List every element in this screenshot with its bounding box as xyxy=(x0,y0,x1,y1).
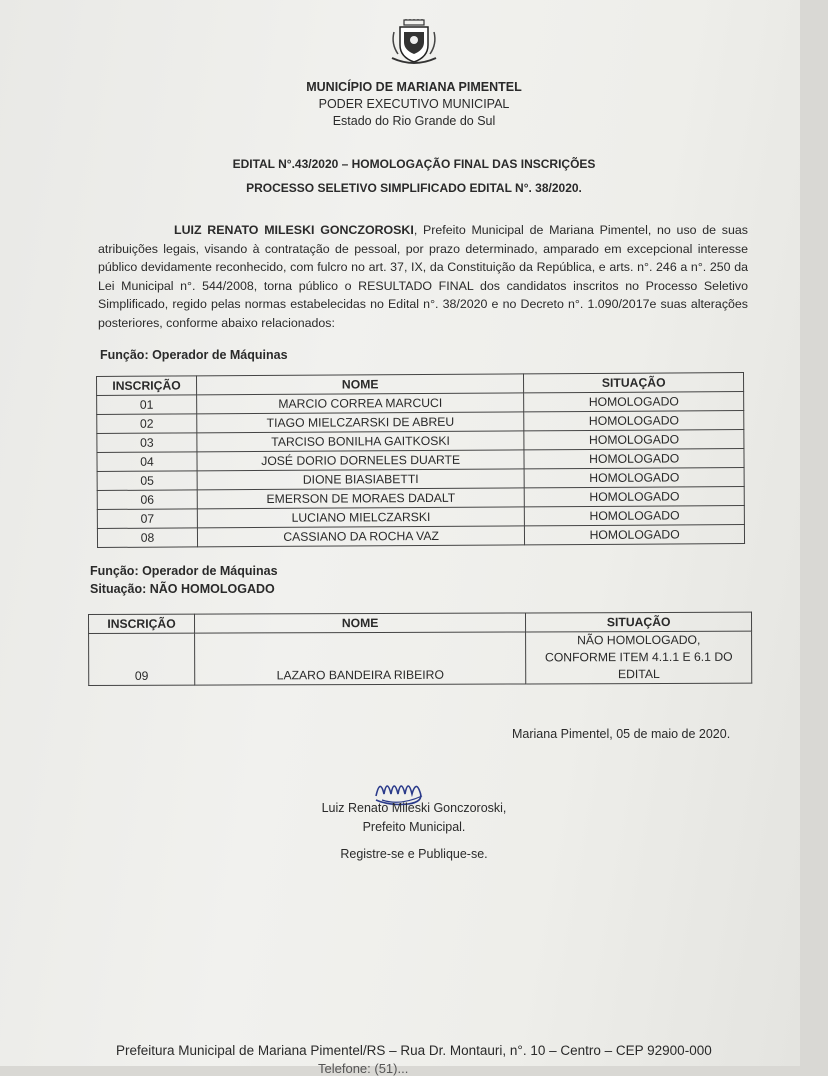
header-situacao: SITUAÇÃO xyxy=(526,612,752,632)
signer-role: Prefeito Municipal. xyxy=(362,820,466,834)
state-name: Estado do Rio Grande do Sul xyxy=(332,114,496,128)
situacao-line: NÃO HOMOLOGADO, xyxy=(577,632,701,648)
cell-situacao: HOMOLOGADO xyxy=(524,411,744,431)
situacao-line: CONFORME ITEM 4.1.1 E 6.1 DO xyxy=(544,649,733,665)
municipal-crest-icon xyxy=(390,18,438,66)
body-paragraph xyxy=(98,221,748,332)
edital-title: EDITAL N°.43/2020 – HOMOLOGAÇÃO FINAL DAS INSCRIÇÕES xyxy=(232,157,596,171)
body-text: , Prefeito Municipal de Mariana Pimentel, no uso de suas atribuições legais, visando à contratação de pessoal, por prazo determinado, amparado em excepcional interesse público devidamente reconhecido, com fulcro no art. 37, IX, da Constituição da República, e arts. n°. 246 a n°. 250 da Lei Municipal n°. 544/2008, torna público o RESULTADO FINAL dos candidatos inscritos no Processo Seletivo Simplificado, regido pelas normas estabelecidas no Edital n°. 38/2020 e no Decreto n°. 1.090/2017e suas alterações posteriores, conforme abaixo relacionados: xyxy=(98,223,748,330)
cell-nome: CASSIANO DA ROCHA VAZ xyxy=(197,526,524,547)
footer-phone: Telefone: (51)... xyxy=(318,1061,409,1076)
cell-nome: JOSÉ DORIO DORNELES DUARTE xyxy=(197,450,524,471)
cell-inscricao: 05 xyxy=(97,471,197,491)
situation-label: Situação: NÃO HOMOLOGADO xyxy=(90,582,275,596)
signer-name: Luiz Renato Mileski Gonczoroski, xyxy=(321,801,507,815)
executive-power: PODER EXECUTIVO MUNICIPAL xyxy=(318,97,510,111)
table-row xyxy=(97,525,744,548)
cell-situacao: HOMOLOGADO xyxy=(524,430,744,450)
cell-situacao: HOMOLOGADO xyxy=(524,449,744,469)
cell-inscricao: 07 xyxy=(97,509,197,529)
cell-situacao xyxy=(526,631,752,684)
mayor-name: LUIZ RENATO MILESKI GONCZOROSKI xyxy=(174,223,414,237)
cell-inscricao: 09 xyxy=(89,633,195,685)
function-label-2: Função: Operador de Máquinas xyxy=(90,564,278,578)
cell-inscricao: 08 xyxy=(97,528,197,548)
cell-situacao: HOMOLOGADO xyxy=(524,392,744,412)
cell-nome: EMERSON DE MORAES DADALT xyxy=(197,488,524,509)
document-date: Mariana Pimentel, 05 de maio de 2020. xyxy=(512,727,731,741)
function-label-1: Função: Operador de Máquinas xyxy=(100,348,288,362)
cell-situacao: HOMOLOGADO xyxy=(524,468,744,488)
table-header-row xyxy=(89,612,752,633)
cell-nome: LUCIANO MIELCZARSKI xyxy=(197,507,524,528)
footer-address: Prefeitura Municipal de Mariana Pimentel/RS – Rua Dr. Montauri, n°. 10 – Centro – CEP 92900-000 xyxy=(116,1043,712,1058)
cell-nome: LAZARO BANDEIRA RIBEIRO xyxy=(194,632,526,685)
cell-inscricao: 06 xyxy=(97,490,197,510)
situacao-line: EDITAL xyxy=(617,667,660,682)
not-approved-table xyxy=(88,612,752,686)
cell-situacao: HOMOLOGADO xyxy=(525,487,745,507)
cell-inscricao: 02 xyxy=(97,414,197,434)
header-inscricao: INSCRIÇÃO xyxy=(89,614,195,633)
cell-situacao: HOMOLOGADO xyxy=(525,506,745,526)
cell-inscricao: 03 xyxy=(97,433,197,453)
cell-nome: DIONE BIASIABETTI xyxy=(197,469,524,490)
header-nome: NOME xyxy=(196,374,523,395)
cell-inscricao: 01 xyxy=(97,395,197,415)
cell-inscricao: 04 xyxy=(97,452,197,472)
cell-nome: TIAGO MIELCZARSKI DE ABREU xyxy=(197,412,524,433)
cell-situacao: HOMOLOGADO xyxy=(525,525,745,545)
cell-nome: MARCIO CORREA MARCUCI xyxy=(197,393,524,414)
publish-note: Registre-se e Publique-se. xyxy=(340,847,488,861)
approved-table xyxy=(96,372,745,548)
municipality-name: MUNICÍPIO DE MARIANA PIMENTEL xyxy=(306,80,522,94)
header-nome: NOME xyxy=(194,613,525,633)
process-title: PROCESSO SELETIVO SIMPLIFICADO EDITAL N°. 38/2020. xyxy=(246,181,582,195)
table-row xyxy=(89,631,752,685)
header-situacao: SITUAÇÃO xyxy=(524,373,744,393)
cell-nome: TARCISO BONILHA GAITKOSKI xyxy=(197,431,524,452)
header-inscricao: INSCRIÇÃO xyxy=(97,376,197,396)
